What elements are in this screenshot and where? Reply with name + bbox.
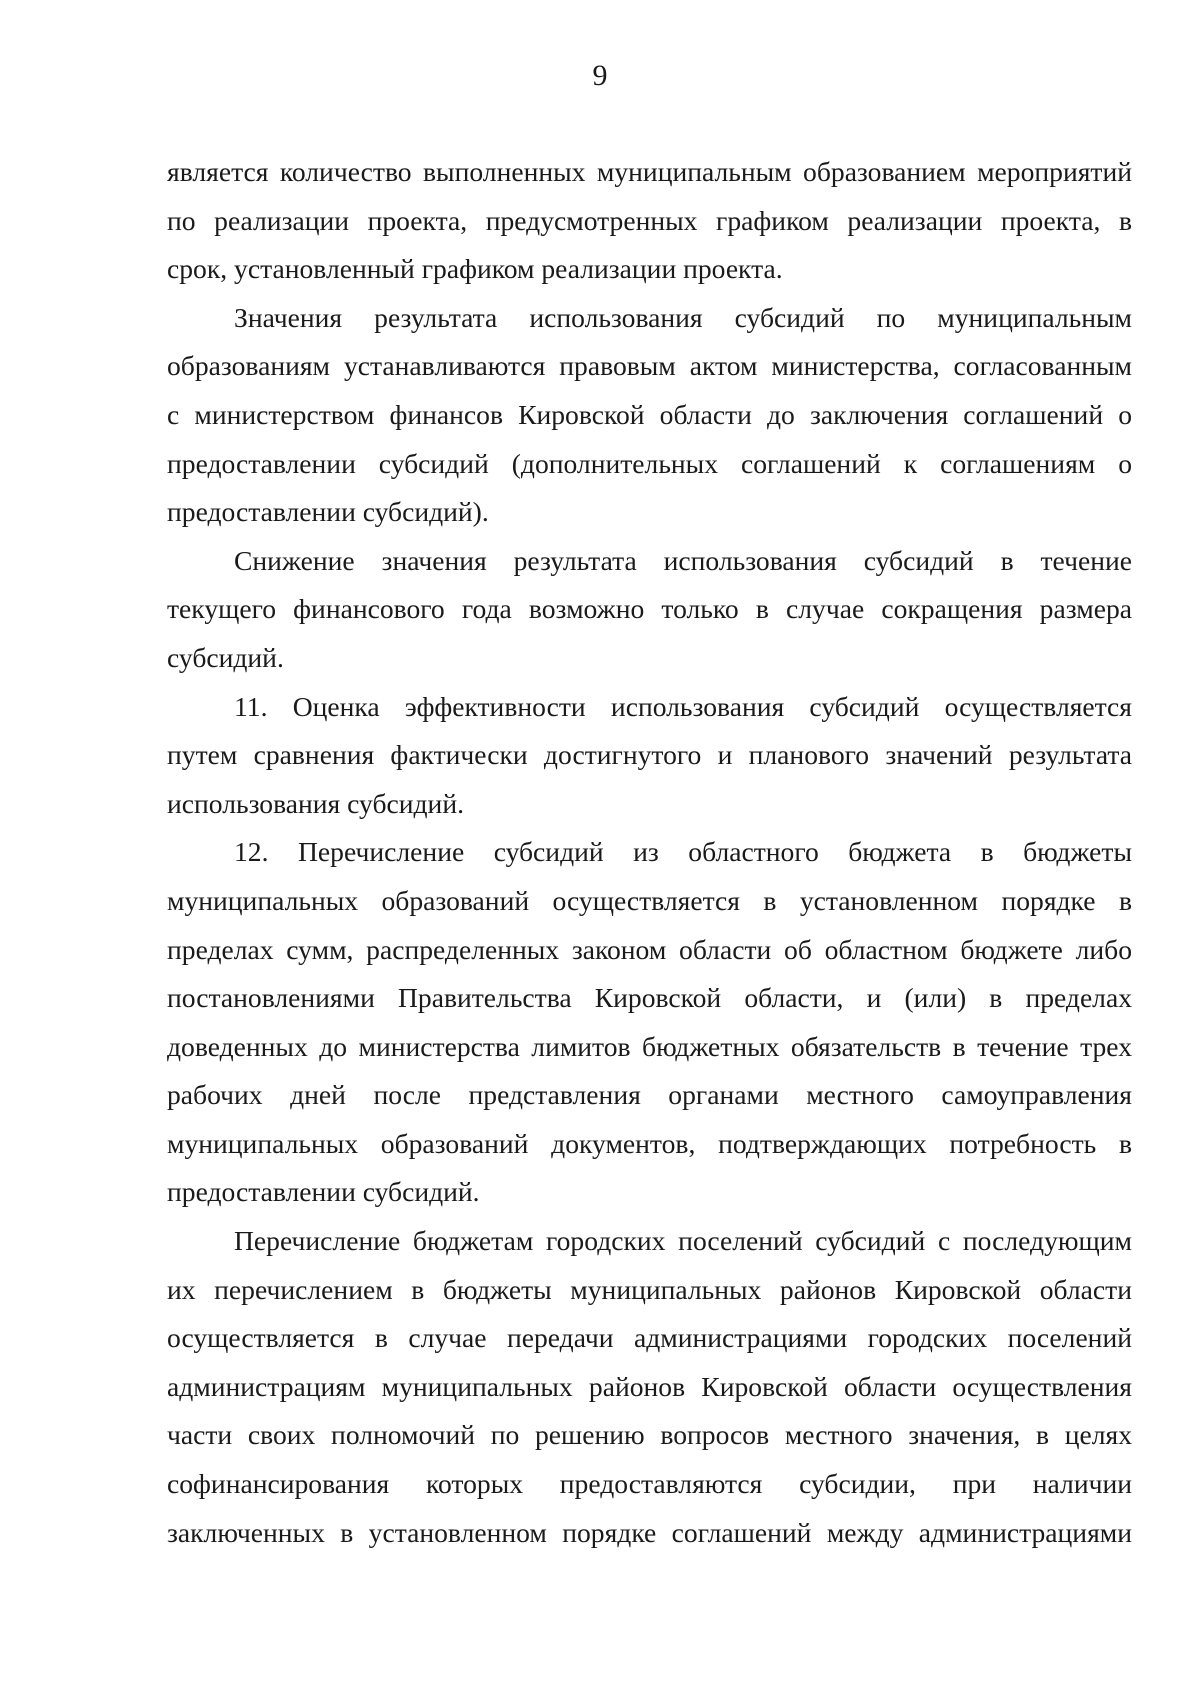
paragraph (167, 148, 1132, 294)
text-line: постановлениями Правительства Кировской области, и (или) в пределах (167, 982, 1132, 1014)
text-line: доведенных до министерства лимитов бюджетных обязательств в течение трех (167, 1030, 1132, 1062)
text-line: субсидий. (167, 641, 284, 673)
text-line: администрациям муниципальных районов Кировской области осуществления (167, 1370, 1132, 1402)
text-line: предоставлении субсидий (дополнительных соглашений к соглашениям о (167, 447, 1132, 479)
text-line: 11. Оценка эффективности использования субсидий осуществляется (234, 690, 1132, 722)
text-line: предоставлении субсидий. (167, 1176, 480, 1208)
paragraph (167, 828, 1132, 1217)
text-line: пределах сумм, распределенных законом области об областном бюджете либо (167, 933, 1132, 965)
text-line: срок, установленный графиком реализации проекта. (167, 253, 783, 285)
text-line: муниципальных образований осуществляется в установленном порядке в (167, 884, 1132, 916)
text-line: является количество выполненных муниципальным образованием мероприятий (167, 156, 1132, 187)
text-line: предоставлении субсидий). (167, 496, 489, 528)
text-line: Перечисление бюджетам городских поселений субсидий с последующим (234, 1225, 1132, 1257)
text-line: текущего финансового года возможно только в случае сокращения размера (167, 593, 1132, 625)
text-line: Значения результата использования субсидий по муниципальным (234, 301, 1132, 333)
text-line: части своих полномочий по решению вопросов местного значения, в целях (167, 1419, 1132, 1451)
text-line: использования субсидий. (167, 787, 464, 819)
text-line: по реализации проекта, предусмотренных графиком реализации проекта, в (167, 204, 1132, 236)
text-line: Снижение значения результата использования субсидий в течение (234, 544, 1132, 576)
text-line: их перечислением в бюджеты муниципальных районов Кировской области (167, 1273, 1132, 1305)
text-line: заключенных в установленном порядке соглашений между администрациями (167, 1516, 1132, 1548)
text-line: с министерством финансов Кировской области до заключения соглашений о (167, 398, 1132, 430)
paragraph (167, 683, 1132, 829)
text-line: 12. Перечисление субсидий из областного бюджета в бюджеты (234, 836, 1132, 868)
text-line: софинансирования которых предоставляются субсидии, при наличии (167, 1468, 1132, 1500)
document-body (167, 148, 1132, 1557)
text-line: муниципальных образований документов, подтверждающих потребность в (167, 1127, 1132, 1159)
page-number: 9 (592, 59, 608, 92)
paragraph (167, 1217, 1132, 1557)
text-line: осуществляется в случае передачи администрациями городских поселений (167, 1322, 1132, 1354)
text-line: путем сравнения фактически достигнутого и планового значений результата (167, 739, 1132, 771)
text-line: образованиям устанавливаются правовым актом министерства, согласованным (167, 350, 1132, 382)
paragraph (167, 537, 1132, 683)
text-line: рабочих дней после представления органами местного самоуправления (167, 1079, 1132, 1111)
paragraph (167, 294, 1132, 537)
